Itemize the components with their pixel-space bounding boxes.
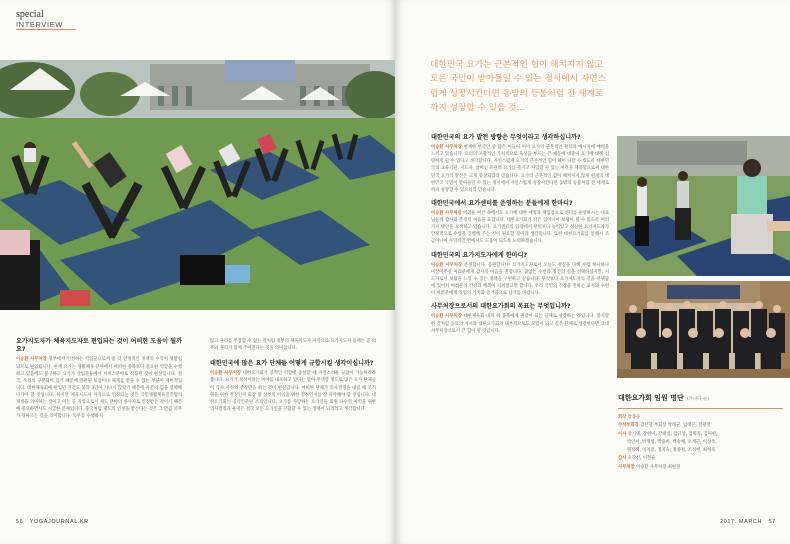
answer-text: 대한체육회 내의 위 종목에게 권장이 되는 단체로 성장하는 것입니다. 앞서말한 것처럼 동료의 지시와 대한요가회의 내부적으로도 모범이 되고 싶은 단체로 성장한다면 요대 사무처장으로서 큰 힘이 될 것입니다. <box>431 314 609 334</box>
question-heading: 요가지도자가 체육지도자로 편입되는 것이 어떠한 도움이 될까요? <box>16 338 182 354</box>
question-heading: 사무처장으로서의 대한요가회의 목표는 무엇입니까? <box>431 303 571 311</box>
board-names: 장종수 <box>627 415 641 420</box>
question-heading: 대한민국의 요가 발전 방향은 무엇이라고 생각하십니까? <box>431 134 581 141</box>
speaker-name: 이승환 사무처장 <box>16 357 47 363</box>
board-member-list <box>618 385 783 472</box>
board-rule <box>618 408 783 409</box>
answer-text: 어려운 여건 속에서도 요가에 대한 애정과 책임감으로 센터를 운영하시는 대표님들께 감사와 존경의 마음을 표합니다. 대한요가회가 작은 힘이나마 보탬이 될 수 있도록 여러 가지 방안을 모색하고 있습니다. 요가센터의 입장에서 무엇보다 능력있고 성실한 요가지도자가 안정적으로 수업을 진행해 주는 것이 필요할 것이라 생각합니다. 또한 대한요가회를 통해서 조금이나마 수익적인 면에서도 도움이 되도록 노력하겠습니다. <box>431 211 609 245</box>
answer-paragraph <box>431 210 609 245</box>
section-label: special <box>16 9 44 20</box>
continued-paragraph: 않고 권리를 주장할 수 없는 것처럼 정부의 체육지도자 자격으로 요가지도자 등재는 곧 의무와 권리가 함께 주어진다는 것을 의미합니다. <box>210 339 376 352</box>
board-role: 이사 <box>618 431 627 437</box>
speaker-name: 이승환 사무처장 <box>431 145 462 151</box>
qa-block <box>431 200 609 246</box>
left-column-2 <box>210 338 376 417</box>
board-names: 강기명, 강현미, 강태심, 김규상, 김명옥, 김미현, <box>627 431 718 437</box>
speaker-name: 이승환 사무처장 <box>431 262 463 268</box>
answer-paragraph <box>431 144 609 194</box>
left-column-1 <box>16 338 182 424</box>
board-title: 대한요가회 임원 명단 <box>618 394 684 402</box>
board-row <box>618 455 783 463</box>
speaker-name: 이승환 사무처장 <box>210 371 242 377</box>
answer-text: 대한요가회가 공적인 역할에 충실할 때 자연스러운 규합이 가능하리라 봅니다. 요가가 정착이라는 이야를 내포하고 있다는 말이 무색할 정도로 많은 요가 단체들이 각자 자신의 주장만을 하는 것이 현실입니다. 어떠한 단체가 의사결정을 내릴 때 조직원을 위한 결정인지 회장 및 상부의 이익을 위한 결정인지를 잘 파악해야 할 것입니다. 대한요가회는 공식인준된 조직입니다. 요가를 사랑하는 요가인들 회원 다수의 이익을 위한 의사결정과 운영은 결국 모든 요가인을 규합할 수 있는 정책이 되리라고 생각합니다. <box>210 371 376 412</box>
yoga-pose-class-photo <box>617 136 790 276</box>
board-role: 사무처장 <box>618 464 635 470</box>
qa-block <box>431 303 609 334</box>
board-role: 수석부회장 <box>618 423 639 429</box>
pull-quote: 대한민국 요가는 근본적인 힘이 해치지지 않고 모든 국민이 받아들일 수 있는 정서에서 자연스럽게 성장시킨다면 동방의 등불처럼 전 세계로까지 성장할 수 있을 것… <box>430 60 607 114</box>
speaker-name: 이승환 사무처장 <box>431 211 462 217</box>
question-heading: 대한민국에 많은 요가 단체들 어떻게 규합시킬 생각이십니까? <box>210 360 374 368</box>
section-sublabel: INTERVIEW <box>16 20 63 29</box>
speaker-name: 이승환 사무처장 <box>431 314 462 320</box>
section-rule <box>16 29 76 30</box>
board-role: 회장 <box>618 415 627 420</box>
board-row <box>618 414 783 422</box>
left-folio <box>16 519 89 525</box>
left-site: YOGAJOURNAL.KR <box>29 519 89 525</box>
answer-paragraph <box>431 313 609 334</box>
right-date: 2017. MARCH <box>720 519 763 525</box>
answer-text: 현재한 한국인 중 많은 이들이 이미 요가의 근본적인 철학과 메시지에 매력을 느끼고 있습니다. 요의의 포괄적인 가치적으로 육성을 부르는 큰 때문에 대중이 요가에 대해 심량하게 될 수 있다고 생각합니다. 자연스럽게 요가의 근본적인 힘이 헤어 나갈 수 있도록 대한민국의 교육기관, 지도자, 참여인 유관의 요가를 즐기고 사랑할 수 있는 여건을 체공할으로써 대한민국 요가의 발전은 크게 향상되리라 믿습니다. 요가의 근본적인 힘이 해쳐지지 않게 현재의 대한민국 국민이 받아들일 수 있는 정서에서 자연스럽게 성장시킨다면 동방의 등불처럼 전 세계로까지 성장할 수 있으리라 믿습니다. <box>431 145 609 193</box>
board-row <box>618 431 783 439</box>
board-title-line <box>618 385 783 404</box>
board-group-photo <box>617 281 790 378</box>
board-names: 박인서, 박명섭, 박윤희, 백승배, 오계근, 이상옥, <box>627 439 717 445</box>
right-folio <box>720 519 776 525</box>
board-row <box>618 447 783 455</box>
board-names: 이승환 사무차장 최현철 <box>635 464 681 470</box>
board-names: 오강선, 이철순 <box>627 456 656 462</box>
board-names: 원정혜, 이지용, 정지숙, 정종철, 조정현, 최희옥 <box>627 448 716 454</box>
answer-text: 존경합니다. 응원합니다! 요가지도자로서 오늘도 성실을 다해 수업 하나하나 이끌어주실 여러분에게 감사의 마음을 전합니다. 꿈없는 수련과 정진의 길을 선택하셨지만, 지도자로서 보람을 느낄 수 있는 정책을 구현하고 싶습니다. 무엇보다 요가지도자의 길을 선택함에 있어서 여러분의 건강과 행복이 지켜졌으면 합니다. 우리 국민의 건강을 전하는 교사와 수련이 여러분에게 직업의 가치와 즐거움으로 남기를 바랍니다. <box>431 262 609 297</box>
answer-paragraph <box>16 356 182 420</box>
left-page-number: 56 <box>16 519 24 525</box>
question-heading: 대한민국에서 요가센터를 운영하는 분들에게 한마디? <box>431 199 573 207</box>
board-row <box>618 439 783 447</box>
answer-text: 정부에서 인정하는 직업군으로서 좀 더 안정적인 정책의 수익이 뒷받침 되므로 편입됩니다. 현재 요가는 생활체육 분야에서 어떠한 종목보다 중요한 역할을 수행하고 있음에도 불구하고 요가가 산업분류에서 서비스분야로 직접된 것이 현실입니다. 결국, 우리의 구분되어 있기 때문에 일관된 보장이나 체계를 받을 수 있는 부분이 제한적입니다. 대한체육회에 편입된 기간도 불과 3년이 지나지 않았기 때문에 자문의 힘을 진행해 나가야 할 것입니다. 하지만 체육지도자 자격으로 인정되는 것은 국민생활체육진흥법의 개정을 의미하는 것이고 이는 곧 직업으로서 제도 분야의 종사자로 인정받는 것이기 때문에 중요하면서도 시급한 문제입니다. 중국처럼 제도의 인정을 받는다는 것은 그 만큼 의무가 뒤따르는 것을 의미합니다. 의무를 수행하지 <box>16 357 182 420</box>
answer-paragraph <box>431 262 609 297</box>
right-column <box>431 134 609 339</box>
right-page-number: 57 <box>768 519 776 525</box>
board-row <box>618 464 783 472</box>
outdoor-yoga-event-photo <box>0 60 395 310</box>
answer-paragraph <box>210 370 376 413</box>
qa-block <box>431 134 609 194</box>
board-subtitle: (가나다 순) <box>686 397 710 402</box>
board-names: 김선향 부회장 박래균, 임태근, 전광일 <box>640 423 711 429</box>
question-heading: 대한민국의 요가지도자에게 한마디? <box>431 251 528 259</box>
board-row <box>618 422 783 430</box>
section-tag <box>16 10 63 29</box>
qa-block <box>431 252 609 298</box>
board-role: 감사 <box>618 456 627 462</box>
